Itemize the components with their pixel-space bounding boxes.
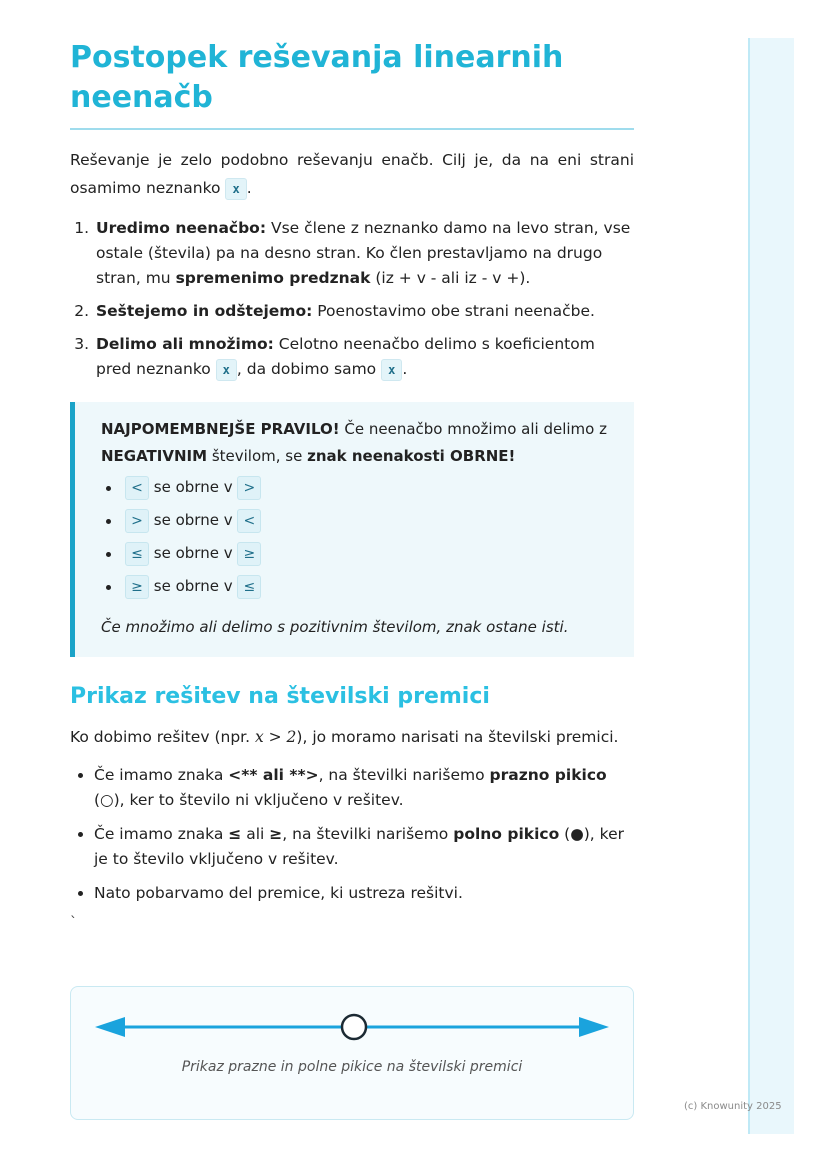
step-text: , da dobimo samo — [236, 360, 377, 378]
important-rule-callout — [70, 402, 634, 657]
stray-mark: ` — [70, 915, 77, 931]
sign-badge: ≥ — [125, 575, 149, 599]
item-emphasis: <** ali **> — [228, 766, 319, 784]
step-text: (iz + v - ali iz - v +). — [375, 269, 531, 287]
callout-emphasis: znak neenakosti OBRNE! — [307, 447, 516, 465]
item-emphasis: prazno pikico — [489, 766, 607, 784]
reversal-rules-list — [101, 474, 614, 600]
rule-text: se obrne v — [153, 478, 233, 496]
step-text: Poenostavimo obe strani neenačbe. — [317, 302, 595, 320]
step-title: Seštejemo in odštejemo: — [96, 302, 313, 320]
sign-badge: < — [125, 476, 149, 500]
step-title: Delimo ali množimo: — [96, 335, 274, 353]
item-text: (●), ker je to število vključeno v rešitev. — [94, 825, 624, 868]
para-text: ), jo moramo narisati na številski premici. — [296, 728, 619, 746]
math-expression: x > 2 — [254, 728, 297, 746]
item-text: Če imamo znaka — [94, 766, 224, 784]
reversal-rule — [101, 573, 614, 600]
list-item — [94, 822, 634, 872]
sign-badge: ≤ — [237, 575, 261, 599]
item-emphasis: polno pikico — [453, 825, 560, 843]
callout-note: Če množimo ali delimo s pozitivnim številom, znak ostane isti. — [101, 618, 569, 636]
step-item — [94, 332, 634, 382]
item-emphasis: ≤ — [228, 825, 242, 843]
copyright-footer: (c) Knowunity 2025 — [684, 1101, 782, 1112]
step-end: . — [402, 360, 408, 378]
step-text: Vse člene z neznanko damo na levo stran, vse ostale (števila) pa na desno stran. Ko člen prestavljamo na drugo stran, mu — [96, 219, 631, 287]
variable-badge: x — [225, 178, 246, 200]
item-text: Nato pobarvamo del premice, ki ustreza rešitvi. — [94, 884, 463, 902]
variable-badge: x — [381, 359, 402, 381]
number-line-rules — [70, 763, 634, 906]
left-arrow-icon — [95, 1017, 125, 1037]
reversal-rule — [101, 507, 614, 534]
callout-emphasis: NEGATIVNIM — [101, 447, 208, 465]
section-paragraph — [70, 723, 634, 751]
rule-text: se obrne v — [153, 577, 233, 595]
callout-title: NAJPOMEMBNEJŠE PRAVILO! — [101, 420, 340, 438]
intro-paragraph — [70, 146, 634, 202]
section-title: Prikaz rešitev na številski premici — [70, 684, 490, 709]
step-emphasis: spremenimo predznak — [175, 269, 371, 287]
list-item — [94, 763, 634, 813]
intro-text: Reševanje je zelo podobno reševanju enačb. Cilj je, da na eni strani osamimo neznanko — [70, 151, 634, 197]
sign-badge: > — [237, 476, 261, 500]
step-title: Uredimo neenačbo: — [96, 219, 267, 237]
page-content — [70, 38, 634, 935]
list-item — [94, 881, 634, 906]
variable-badge: x — [216, 359, 237, 381]
sign-badge: > — [125, 509, 149, 533]
step-item — [94, 216, 634, 291]
rule-text: se obrne v — [153, 511, 233, 529]
number-line-figure — [70, 986, 634, 1120]
steps-list — [70, 216, 634, 382]
step-item — [94, 299, 634, 324]
item-text: Če imamo znaka — [94, 825, 224, 843]
para-text: Ko dobimo rešitev (npr. — [70, 728, 251, 746]
page-title: Postopek reševanja linearnih neenačb — [70, 38, 634, 130]
rule-text: se obrne v — [153, 544, 233, 562]
sign-badge: ≤ — [125, 542, 149, 566]
callout-heading — [101, 416, 614, 470]
item-text: , na številki narišemo — [318, 766, 485, 784]
right-arrow-icon — [579, 1017, 609, 1037]
item-text: , na številki narišemo — [282, 825, 449, 843]
reversal-rule — [101, 474, 614, 501]
sign-badge: ≥ — [237, 542, 261, 566]
callout-text: Če neenačbo množimo ali delimo z — [344, 420, 607, 438]
empty-dot-icon — [342, 1015, 366, 1039]
step-text: Celotno neenačbo delimo s koeficientom pred neznanko — [96, 335, 595, 378]
callout-text: številom, se — [211, 447, 303, 465]
number-line-graphic — [91, 1007, 613, 1047]
item-text: (○), ker to število ni vključeno v rešitev. — [94, 791, 404, 809]
intro-end: . — [246, 179, 252, 197]
sign-badge: < — [237, 509, 261, 533]
reversal-rule — [101, 540, 614, 567]
item-emphasis: ≥ — [269, 825, 283, 843]
item-text: ali — [246, 825, 265, 843]
sidebar-strip — [748, 38, 794, 1134]
figure-caption: Prikaz prazne in polne pikice na številski premici — [181, 1059, 523, 1075]
